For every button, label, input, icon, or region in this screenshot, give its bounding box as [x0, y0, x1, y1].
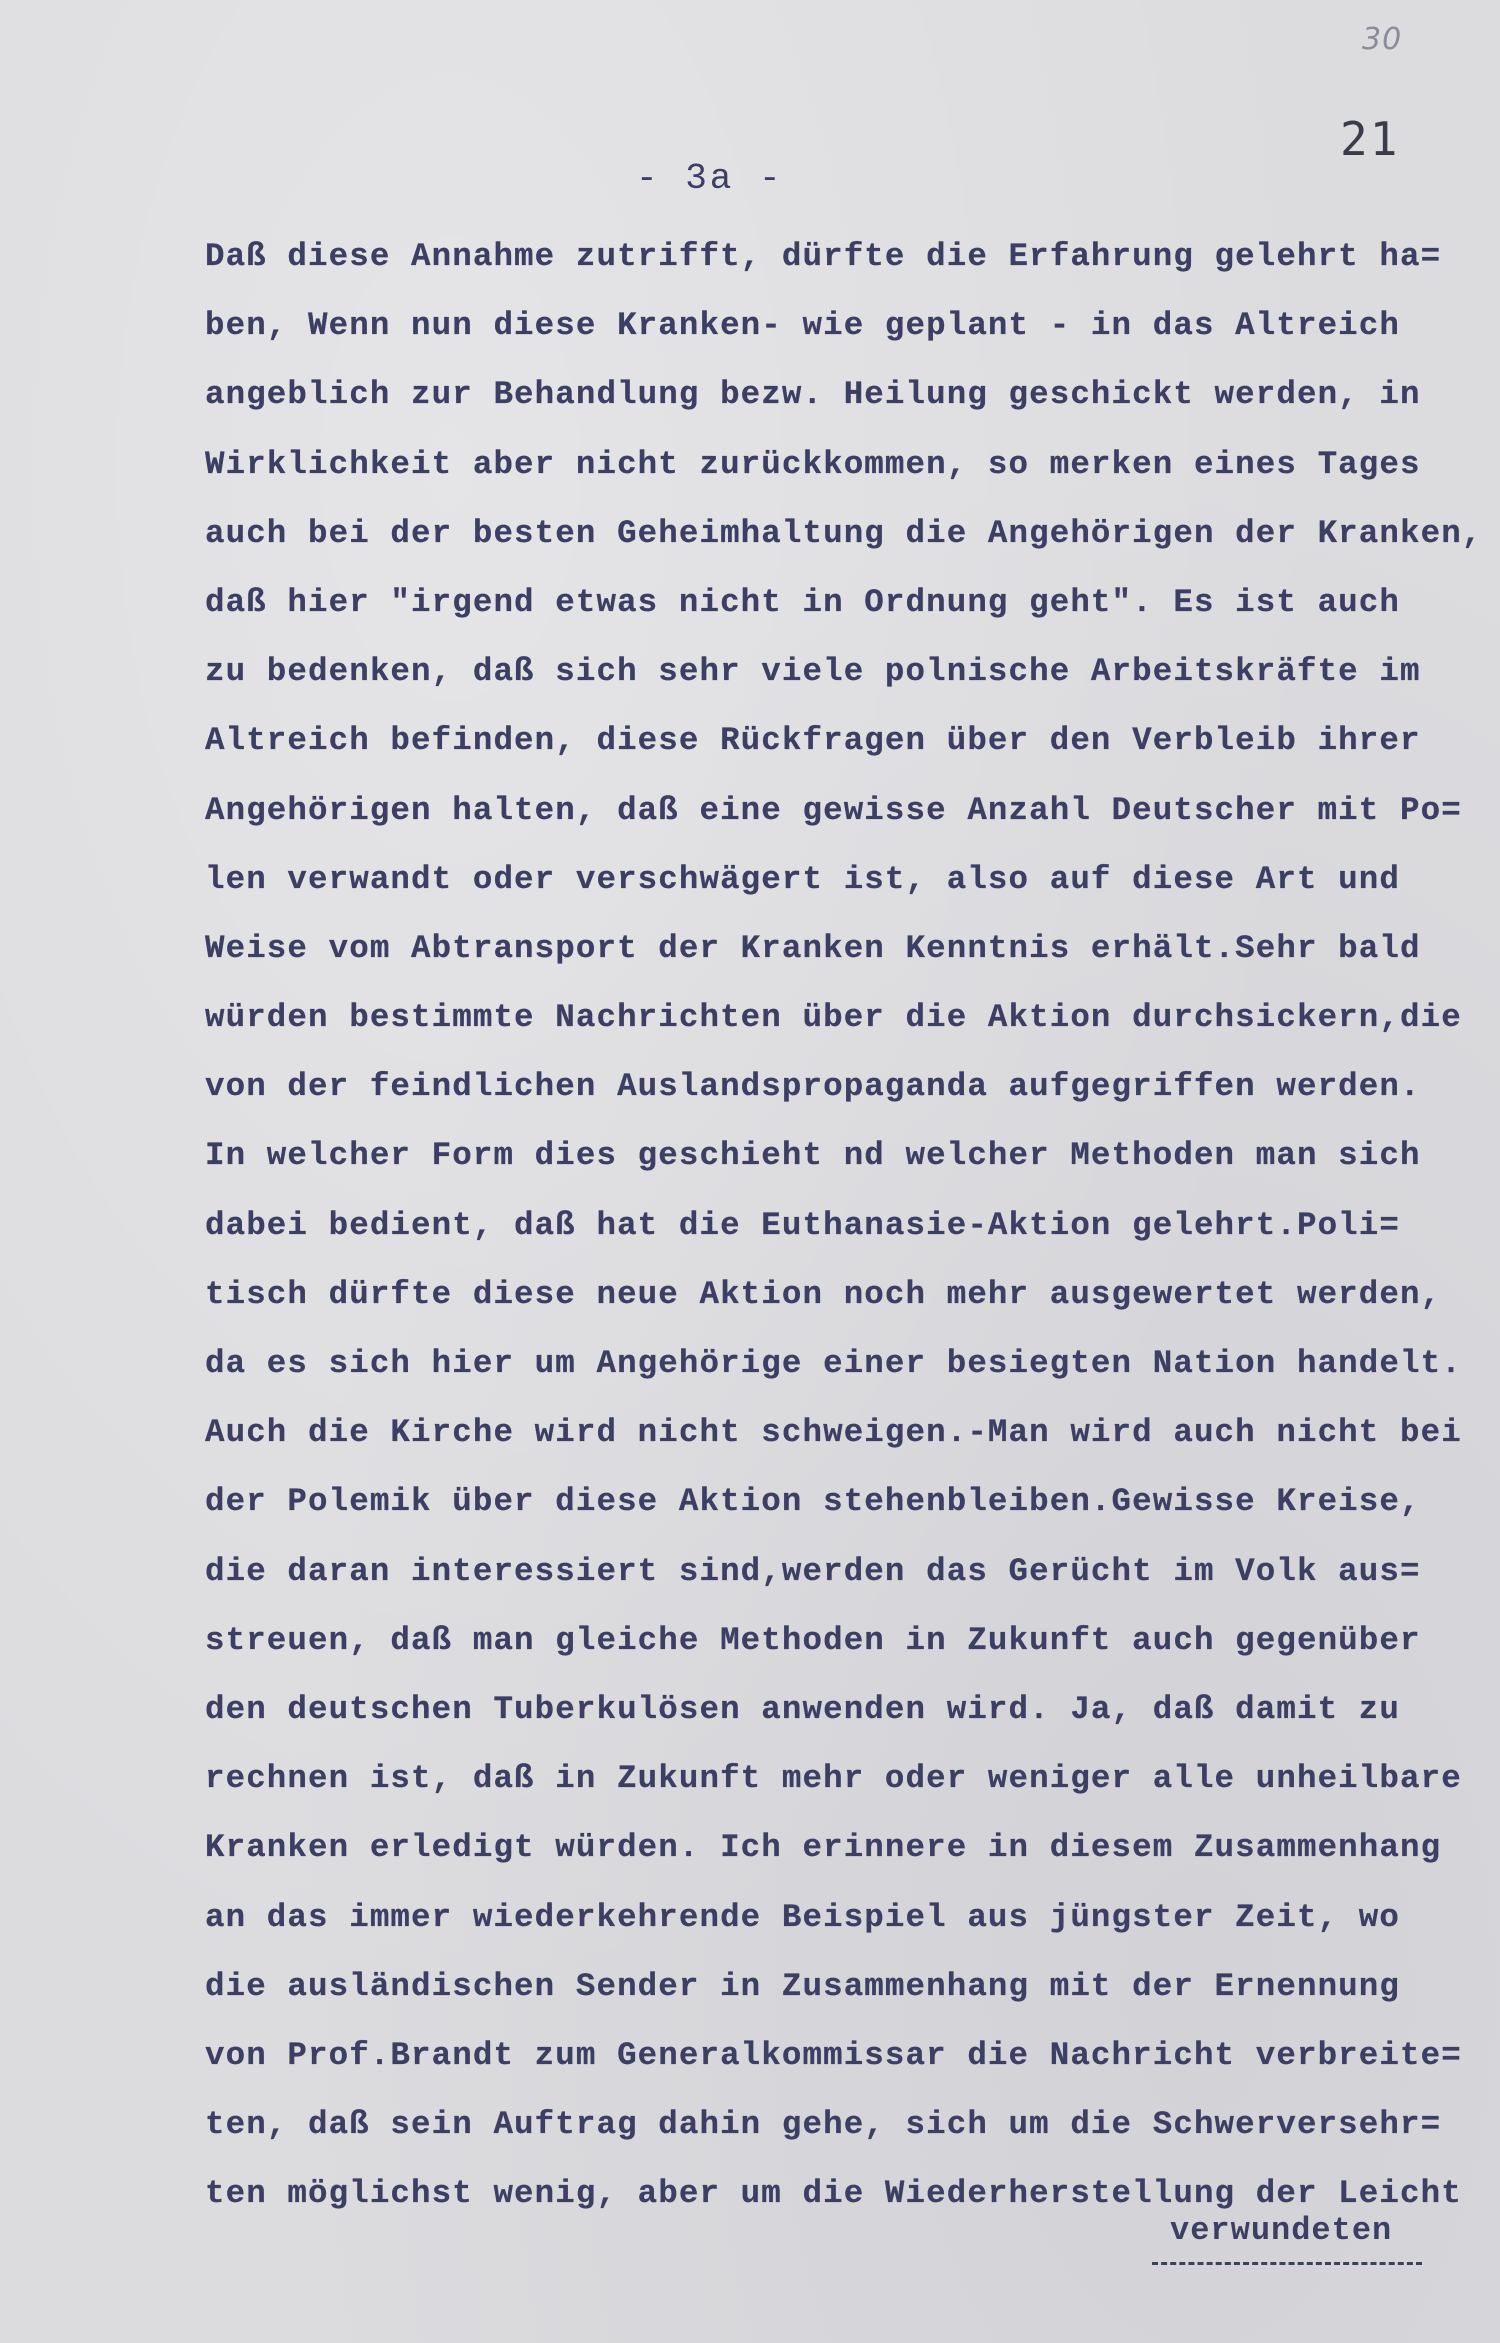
text-line: Auch die Kirche wird nicht schweigen.-Man wird auch nicht bei: [205, 1414, 1462, 1452]
text-line: zu bedenken, daß sich sehr viele polnische Arbeitskräfte im: [205, 653, 1421, 691]
text-line: ben, Wenn nun diese Kranken- wie geplant - in das Altreich: [205, 307, 1400, 345]
text-line: die ausländischen Sender in Zusammenhang mit der Ernennung: [205, 1967, 1400, 2005]
text-line: streuen, daß man gleiche Methoden in Zukunft auch gegenüber: [205, 1621, 1421, 1659]
text-line: den deutschen Tuberkulösen anwenden wird. Ja, daß damit zu: [205, 1690, 1400, 1728]
text-line: Kranken erledigt würden. Ich erinnere in diesem Zusammenhang: [205, 1829, 1442, 1867]
text-line: Weise vom Abtransport der Kranken Kenntnis erhält.Sehr bald: [205, 929, 1421, 967]
text-line: von Prof.Brandt zum Generalkommissar die Nachricht verbreite=: [205, 2036, 1462, 2074]
archive-number: 30: [1362, 22, 1403, 57]
text-line: an das immer wiederkehrende Beispiel aus jüngster Zeit, wo: [205, 1898, 1400, 1936]
text-line: len verwandt oder verschwägert ist, also auf diese Art und: [205, 860, 1400, 898]
text-line: tisch dürfte diese neue Aktion noch mehr ausgewertet werden,: [205, 1275, 1442, 1313]
text-line: auch bei der besten Geheimhaltung die Angehörigen der Kranken,: [205, 514, 1483, 552]
text-line: In welcher Form dies geschieht nd welcher Methoden man sich: [205, 1137, 1421, 1175]
text-line: Wirklichkeit aber nicht zurückkommen, so merken eines Tages: [205, 445, 1421, 483]
text-line: die daran interessiert sind,werden das Gerücht im Volk aus=: [205, 1552, 1421, 1590]
text-line: würden bestimmte Nachrichten über die Aktion durchsickern,die: [205, 999, 1462, 1037]
text-line: dabei bedient, daß hat die Euthanasie-Aktion gelehrt.Poli=: [205, 1206, 1400, 1244]
text-line: ten, daß sein Auftrag dahin gehe, sich um die Schwerversehr=: [205, 2106, 1442, 2144]
text-line: der Polemik über diese Aktion stehenbleiben.Gewisse Kreise,: [205, 1483, 1421, 1521]
text-line: daß hier "irgend etwas nicht in Ordnung geht". Es ist auch: [205, 583, 1400, 621]
folio-number: 21: [1340, 112, 1400, 166]
text-line: Angehörigen halten, daß eine gewisse Anzahl Deutscher mit Po=: [205, 791, 1462, 829]
typed-body-text: [205, 222, 1495, 2228]
text-line: Daß diese Annahme zutrifft, dürfte die Erfahrung gelehrt ha=: [205, 238, 1442, 275]
catchword: verwundeten: [1170, 2212, 1393, 2249]
text-line: da es sich hier um Angehörige einer besiegten Nation handelt.: [205, 1345, 1462, 1382]
text-line: angeblich zur Behandlung bezw. Heilung geschickt werden, in: [205, 376, 1421, 414]
text-line: Altreich befinden, diese Rückfragen über den Verbleib ihrer: [205, 722, 1421, 760]
text-line: rechnen ist, daß in Zukunft mehr oder weniger alle unheilbare: [205, 1760, 1462, 1798]
catchword-underline: [1152, 2262, 1422, 2265]
page-marker: - 3a -: [636, 158, 784, 199]
text-line: ten möglichst wenig, aber um die Wiederherstellung der Leicht: [205, 2175, 1462, 2213]
text-line: von der feindlichen Auslandspropaganda aufgegriffen werden.: [205, 1068, 1421, 1106]
